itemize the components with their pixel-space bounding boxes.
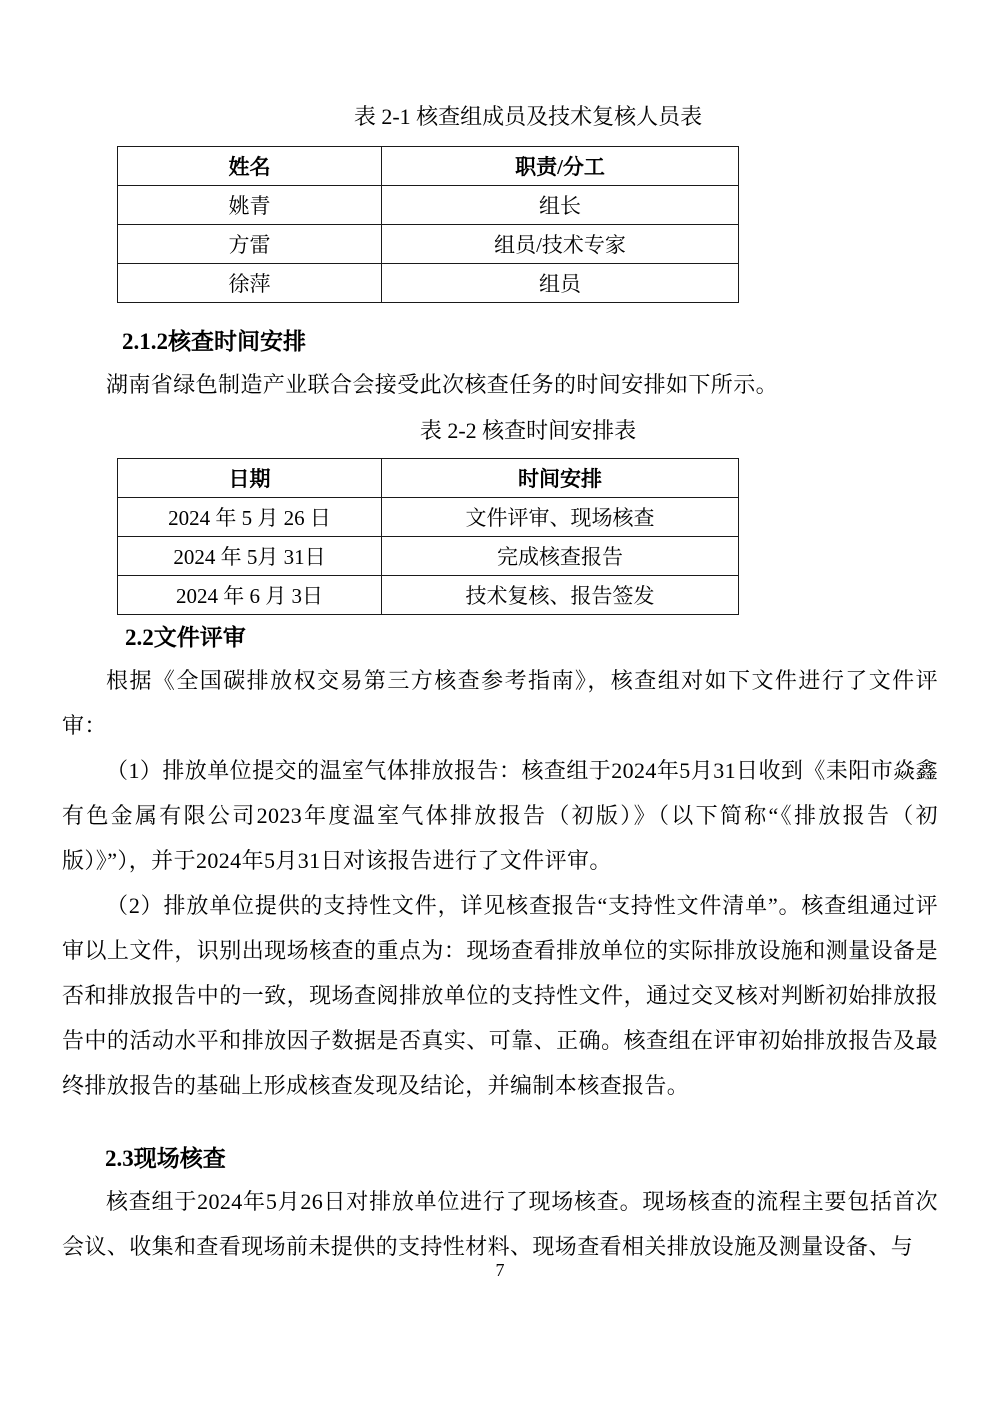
schedule-activity: 完成核查报告 bbox=[382, 537, 739, 576]
member-role: 组员/技术专家 bbox=[382, 225, 739, 264]
table-2-2-schedule bbox=[117, 458, 739, 615]
schedule-activity: 文件评审、现场核查 bbox=[382, 498, 739, 537]
schedule-date: 2024 年 5月 31日 bbox=[118, 537, 382, 576]
paragraph-document-review-item-2: （2）排放单位提供的支持性文件，详见核查报告“支持性文件清单”。核查组通过评审以上文件，识别出现场核查的重点为：现场查看排放单位的实际排放设施和测量设备是否和排放报告中的一致，现场查阅排放单位的支持性文件，通过交叉核对判断初始排放报告中的活动水平和排放因子数据是否真实、可靠、正确。核查组在评审初始排放报告及最终排放报告的基础上形成核查发现及结论，并编制本核查报告。 bbox=[62, 893, 938, 1098]
section-heading-2-3: 2.3现场核查 bbox=[105, 1146, 226, 1171]
table-row bbox=[118, 264, 739, 303]
table-row bbox=[118, 576, 739, 615]
member-role: 组员 bbox=[382, 264, 739, 303]
paragraph-document-review-intro: 根据《全国碳排放权交易第三方核查参考指南》，核查组对如下文件进行了文件评审： bbox=[62, 668, 938, 738]
table-2-1-members bbox=[117, 146, 739, 303]
member-name: 姚青 bbox=[118, 186, 382, 225]
column-header-role: 职责/分工 bbox=[382, 147, 739, 186]
paragraph-document-review-item-1: （1）排放单位提交的温室气体排放报告：核查组于2024年5月31日收到《耒阳市焱鑫有色金属有限公司2023年度温室气体排放报告（初版）》（以下简称“《排放报告（初版）》”），并于2024年5月31日对该报告进行了文件评审。 bbox=[62, 758, 938, 873]
member-name: 方雷 bbox=[118, 225, 382, 264]
table-header-row bbox=[118, 459, 739, 498]
member-name: 徐萍 bbox=[118, 264, 382, 303]
table-2-2-caption: 表 2-2 核查时间安排表 bbox=[419, 418, 637, 443]
paragraph-onsite-verification: 核查组于2024年5月26日对排放单位进行了现场核查。现场核查的流程主要包括首次会议、收集和查看现场前未提供的支持性材料、现场查看相关排放设施及测量设备、与 bbox=[62, 1189, 938, 1259]
member-role: 组长 bbox=[382, 186, 739, 225]
table-row bbox=[118, 225, 739, 264]
schedule-activity: 技术复核、报告签发 bbox=[382, 576, 739, 615]
schedule-date: 2024 年 6 月 3日 bbox=[118, 576, 382, 615]
section-heading-2-2: 2.2文件评审 bbox=[125, 625, 246, 650]
column-header-name: 姓名 bbox=[118, 147, 382, 186]
table-row bbox=[118, 186, 739, 225]
table-row bbox=[118, 537, 739, 576]
table-row bbox=[118, 498, 739, 537]
column-header-date: 日期 bbox=[118, 459, 382, 498]
schedule-date: 2024 年 5 月 26 日 bbox=[118, 498, 382, 537]
section-heading-2-1-2: 2.1.2核查时间安排 bbox=[122, 329, 306, 354]
paragraph-schedule-intro: 湖南省绿色制造产业联合会接受此次核查任务的时间安排如下所示。 bbox=[106, 372, 779, 397]
table-2-1-caption: 表 2-1 核查组成员及技术复核人员表 bbox=[353, 104, 703, 129]
table-header-row bbox=[118, 147, 739, 186]
page-number: 7 bbox=[495, 1260, 505, 1280]
column-header-arrangement: 时间安排 bbox=[382, 459, 739, 498]
